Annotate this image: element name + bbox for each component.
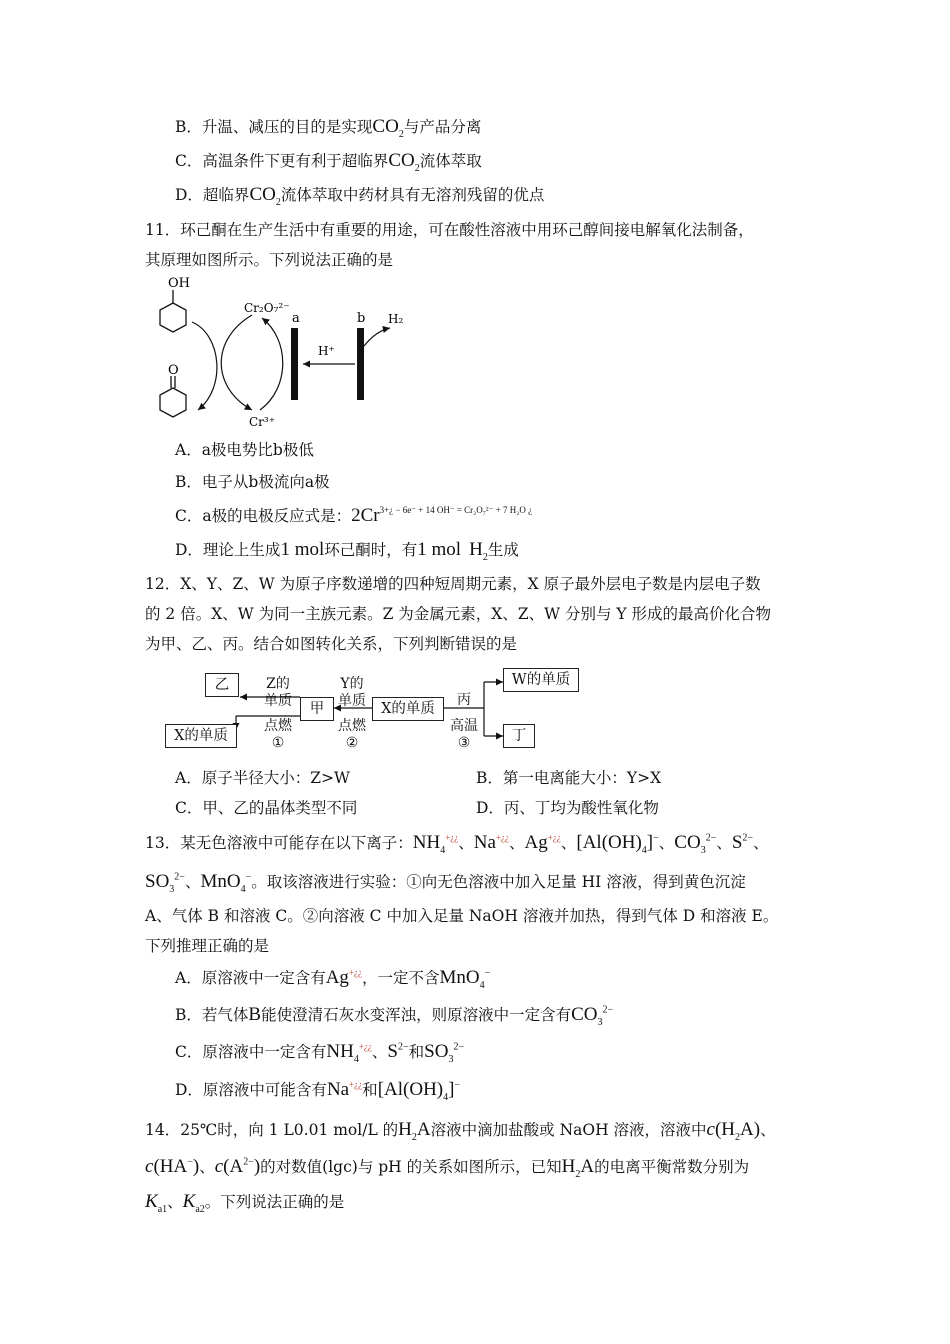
label-z-condition: 点燃 ① [264,718,292,751]
cyclohexanone-structure [160,376,186,417]
q13-stem-line1: 13．某无色溶液中可能存在以下离子：$NH_4^{+¿¿}$、Na+¿¿、Ag+¿¿、$[Al(OH)_4]^-$、$CO_3^{2-}$、$S^{2-}$、 [145,832,769,856]
q13-option-c-pre: C．原溶液中一定含有 [175,1043,327,1061]
q11-option-d [175,539,519,563]
oxidation-arrow [192,322,217,410]
cyclohexanol-structure [160,290,186,332]
co2-formula: $CO_2$ [249,184,281,208]
box-jia: 甲 [300,697,334,721]
label-bing-reagent: 丙 [457,692,471,708]
ion-co3: $CO_3^{2-}$ [674,832,717,856]
q13-option-a-pre: A．原溶液中一定含有 [175,969,326,987]
q11-option-c [175,506,532,526]
q14-stem-line3: $K_{a1}$、$K_{a2}$。下列说法正确的是 [145,1191,345,1215]
ion-so3: $SO_3^{2-}$ [424,1041,465,1065]
q12-stem-line2: 的 2 倍。X、W 为同一主族元素。Z 为金属元素，X、Z、W 分别与 Y 形成的最高价化合物 [145,605,772,623]
conc-a: $c(A^{2-})$ [214,1156,261,1177]
label-z-reagent: Z的 单质 [264,676,292,709]
gas-b: B [248,1004,262,1025]
ion-so3: $SO_3^{2-}$ [145,871,185,895]
co2-formula: $CO_2$ [372,116,404,140]
h2-arrow [364,328,390,346]
q10-option-b-tail: 与产品分离 [403,118,482,136]
ion-ag: Ag+¿¿ [325,967,363,988]
q13-option-d-pre: D．原溶液中可能含有 [175,1081,327,1099]
q10-option-b [175,116,482,140]
label-y-reagent: Y的 单质 [338,676,366,709]
q14-stem-line2: c(HA−)、$c(A^{2-})$的对数值(lgc)与 pH 的关系如图所示，已知$H_2A$的电离平衡常数分别为 [145,1156,750,1180]
ion-mno4: MnO$_4$− [200,871,252,895]
cr-cycle-arrow-down [221,315,252,410]
h2a-formula: $H_2A$ [561,1156,595,1180]
q14-stem-tail2: 的电离平衡常数分别为 [594,1158,750,1176]
q10-option-d [175,184,545,208]
q13-option-b-pre: B．若气体 [175,1006,249,1024]
q13-stem-line4: 下列推理正确的是 [145,937,270,955]
q14-stem-mid: 溶液中滴加盐酸或 NaOH 溶液，溶液中 [430,1121,707,1139]
q14-stem-line1: 14．25℃时，向 1 L0.01 mol/L 的$H_2A$溶液中滴加盐酸或 NaOH 溶液，溶液中$c(H_2A)$、 [145,1119,776,1143]
q13-option-d: D．原溶液中可能含有Na+¿¿和$[Al(OH)_4]^-$ [175,1079,461,1103]
amount-1: 1 mol [280,539,325,560]
ion-nh4: $NH_4^{+¿¿}$ [412,832,459,856]
ka1: $K_{a1}$ [145,1191,168,1215]
q13-option-b [175,1004,614,1028]
q14-stem-pre: 14．25℃时，向 1 L0.01 mol/L 的 [145,1121,399,1139]
q10-option-d-text: D．超临界 [175,186,250,204]
ion-na: Na+¿¿ [326,1079,363,1100]
label-y-condition: 点燃 ② [338,718,366,751]
q10-option-c [175,150,482,174]
hplus-label: H⁺ [318,344,335,358]
box-ding: 丁 [503,724,535,748]
oh-label: OH [168,276,190,291]
ion-nh4: $NH_4^{+¿¿}$ [326,1041,372,1065]
ion-s: $S^{2-}$ [731,832,754,853]
q11-option-d-tail: 生成 [487,541,519,559]
q12-option-a: A．原子半径大小：Z>W [175,769,350,787]
h2a-formula: $H_2A$ [398,1119,431,1143]
q11-option-d-mid: 环己酮时，有 [324,541,418,559]
q10-option-b-text: B．升温、减压的目的是实现 [175,118,373,136]
amount-2: 1 mol [417,539,462,560]
conc-ha: c(HA−) [145,1156,200,1177]
ion-s: $S^{2-}$ [387,1041,409,1062]
cr-cycle-arrow-up [260,318,283,410]
electrode-a-label: a [292,311,300,326]
cr3-label: Cr³⁺ [249,415,276,429]
q12-stem-line3: 为甲、乙、丙。结合如图转化关系，下列判断错误的是 [145,635,518,653]
q11-stem-line2: 其原理如图所示。下列说法正确的是 [145,251,394,269]
q11-option-b: B．电子从b极流向a极 [175,473,330,491]
q13-option-a [175,967,491,991]
q10-option-c-text: C．高温条件下更有利于超临界 [175,152,389,170]
conc-h2a: $c(H_2A)$ [706,1119,761,1143]
ion-co3: $CO_3^{2-}$ [571,1004,614,1028]
electrode-b-label: b [357,311,366,326]
ion-na: Na+¿¿ [473,832,510,853]
q13-stem-tail: 。取该溶液进行实验：①向无色溶液中加入足量 HI 溶液，得到黄色沉淀 [251,873,746,891]
box-w-element: W的单质 [503,668,579,692]
q11-option-d-pre: D．理论上生成 [175,541,281,559]
electrode-a [291,328,298,400]
q13-option-a-mid: ，一定不含 [362,969,440,987]
box-x-element-center: X的单质 [372,697,444,721]
box-x-element-left: X的单质 [165,724,237,748]
ion-mno4: MnO$_4$− [439,967,491,991]
q11-stem-line1: 11．环己酮在生产生活中有重要的用途，可在酸性溶液中用环己醇间接电解氧化法制备， [145,221,754,239]
q13-stem-pre: 13．某无色溶液中可能存在以下离子： [145,834,413,852]
q12-stem-line1: 12．X、Y、Z、W 为原子序数递增的四种短周期元素，X 原子最外层电子数是内层电子数 [145,575,761,593]
q13-option-b-mid: 能使澄清石灰水变浑浊，则原溶液中一定含有 [261,1006,572,1024]
cr2o7-label: Cr₂O₇²⁻ [244,301,290,315]
q12-option-b: B．第一电离能大小：Y>X [476,769,662,787]
ion-ag: Ag+¿¿ [524,832,561,853]
q14-stem-mid2: 的对数值(lgc)与 pH 的关系如图所示，已知 [260,1158,562,1176]
ion-aluminate: $[Al(OH)_4]^-$ [576,832,659,856]
o-label: O [168,363,179,378]
co2-formula: $CO_2$ [388,150,420,174]
q11-option-a: A．a极电势比b极低 [175,441,314,459]
electrolysis-diagram [150,270,420,435]
ion-aluminate: $[Al(OH)_4]^-$ [377,1079,461,1103]
q10-option-d-tail: 流体萃取中药材具有无溶剂残留的优点 [280,186,545,204]
box-yi: 乙 [205,673,239,697]
electrode-equation: $2Cr^{3+¿ - 6e^- + 14 OH^- = Cr_2O_7^{2-} + 7 H_2O ¿}$ [351,505,533,526]
q14-stem-tail3: 。下列说法正确的是 [204,1193,345,1211]
q13-option-c: C．原溶液中一定含有$NH_4^{+¿¿}$、$S^{2-}$和$SO_3^{2-}$ [175,1041,465,1065]
q12-option-c: C．甲、乙的晶体类型不同 [175,799,358,817]
ka2: $K_{a2}$ [182,1191,205,1215]
q10-option-c-tail: 流体萃取 [419,152,482,170]
q11-option-c-text: C．a极的电极反应式是： [175,507,352,525]
q13-stem-line2: $SO_3^{2-}$、MnO$_4$−。取该溶液进行实验：①向无色溶液中加入足量 HI 溶液，得到黄色沉淀 [145,871,746,895]
h2-formula: $H_2$ [469,539,488,563]
q12-option-d: D．丙、丁均为酸性氧化物 [476,799,659,817]
q13-stem-line3: A、气体 B 和溶液 C。②向溶液 C 中加入足量 NaOH 溶液并加热，得到气体 D 和溶液 E。 [145,907,779,925]
label-bing-condition: 高温 ③ [450,718,478,751]
h2-label: H₂ [388,312,404,326]
electrode-b [357,328,364,400]
